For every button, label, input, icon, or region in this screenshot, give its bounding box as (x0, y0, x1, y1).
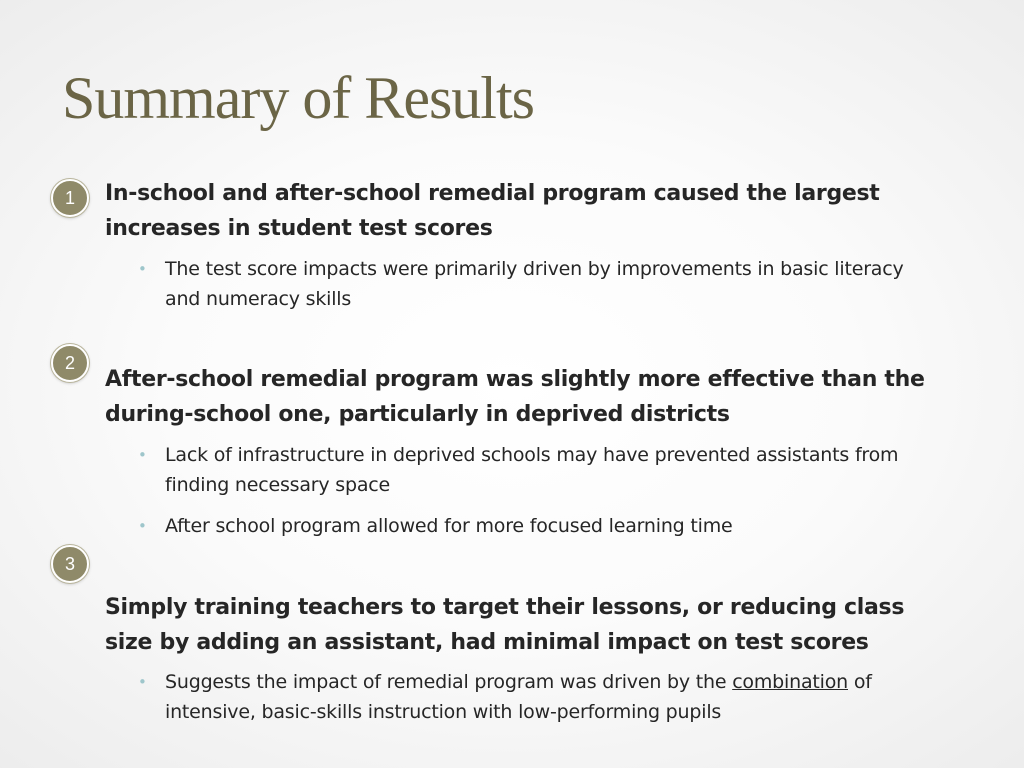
bullet-dot-icon: • (138, 517, 147, 535)
bullet-text: Lack of infrastructure in deprived schools may have prevented assistants from finding necessary space (165, 444, 899, 496)
slide-title: Summary of Results (62, 65, 534, 131)
bullet-text-after: of intensive, basic-skills instruction with low-performing pupils (165, 671, 872, 723)
emphasized-word: combination (732, 671, 848, 693)
bullet-dot-icon: • (138, 673, 147, 691)
bullet-dot-icon: • (138, 446, 147, 464)
bullet-text (165, 667, 918, 727)
number-badge-2: 2 (51, 344, 89, 382)
finding-3-heading: Simply training teachers to target their lessons, or reducing class size by adding an assistant, had minimal impact on test scores (105, 595, 905, 655)
bullet-text: After school program allowed for more focused learning time (165, 515, 733, 537)
finding-2-bullet-2 (138, 511, 918, 541)
bullet-dot-icon: • (138, 260, 147, 278)
number-badge-1: 1 (51, 179, 89, 217)
bullet-text-before: Suggests the impact of remedial program was driven by the (165, 671, 733, 693)
finding-2-bullet-1 (138, 440, 918, 500)
finding-1-heading: In-school and after-school remedial program caused the largest increases in student test scores (105, 181, 880, 241)
number-badge-3: 3 (51, 545, 89, 583)
finding-3-bullet-1 (138, 667, 918, 727)
bullet-text: The test score impacts were primarily driven by improvements in basic literacy and numeracy skills (165, 258, 904, 310)
finding-2-heading: After-school remedial program was slightly more effective than the during-school one, particularly in deprived districts (105, 367, 925, 427)
finding-1-bullet-1 (138, 254, 918, 314)
